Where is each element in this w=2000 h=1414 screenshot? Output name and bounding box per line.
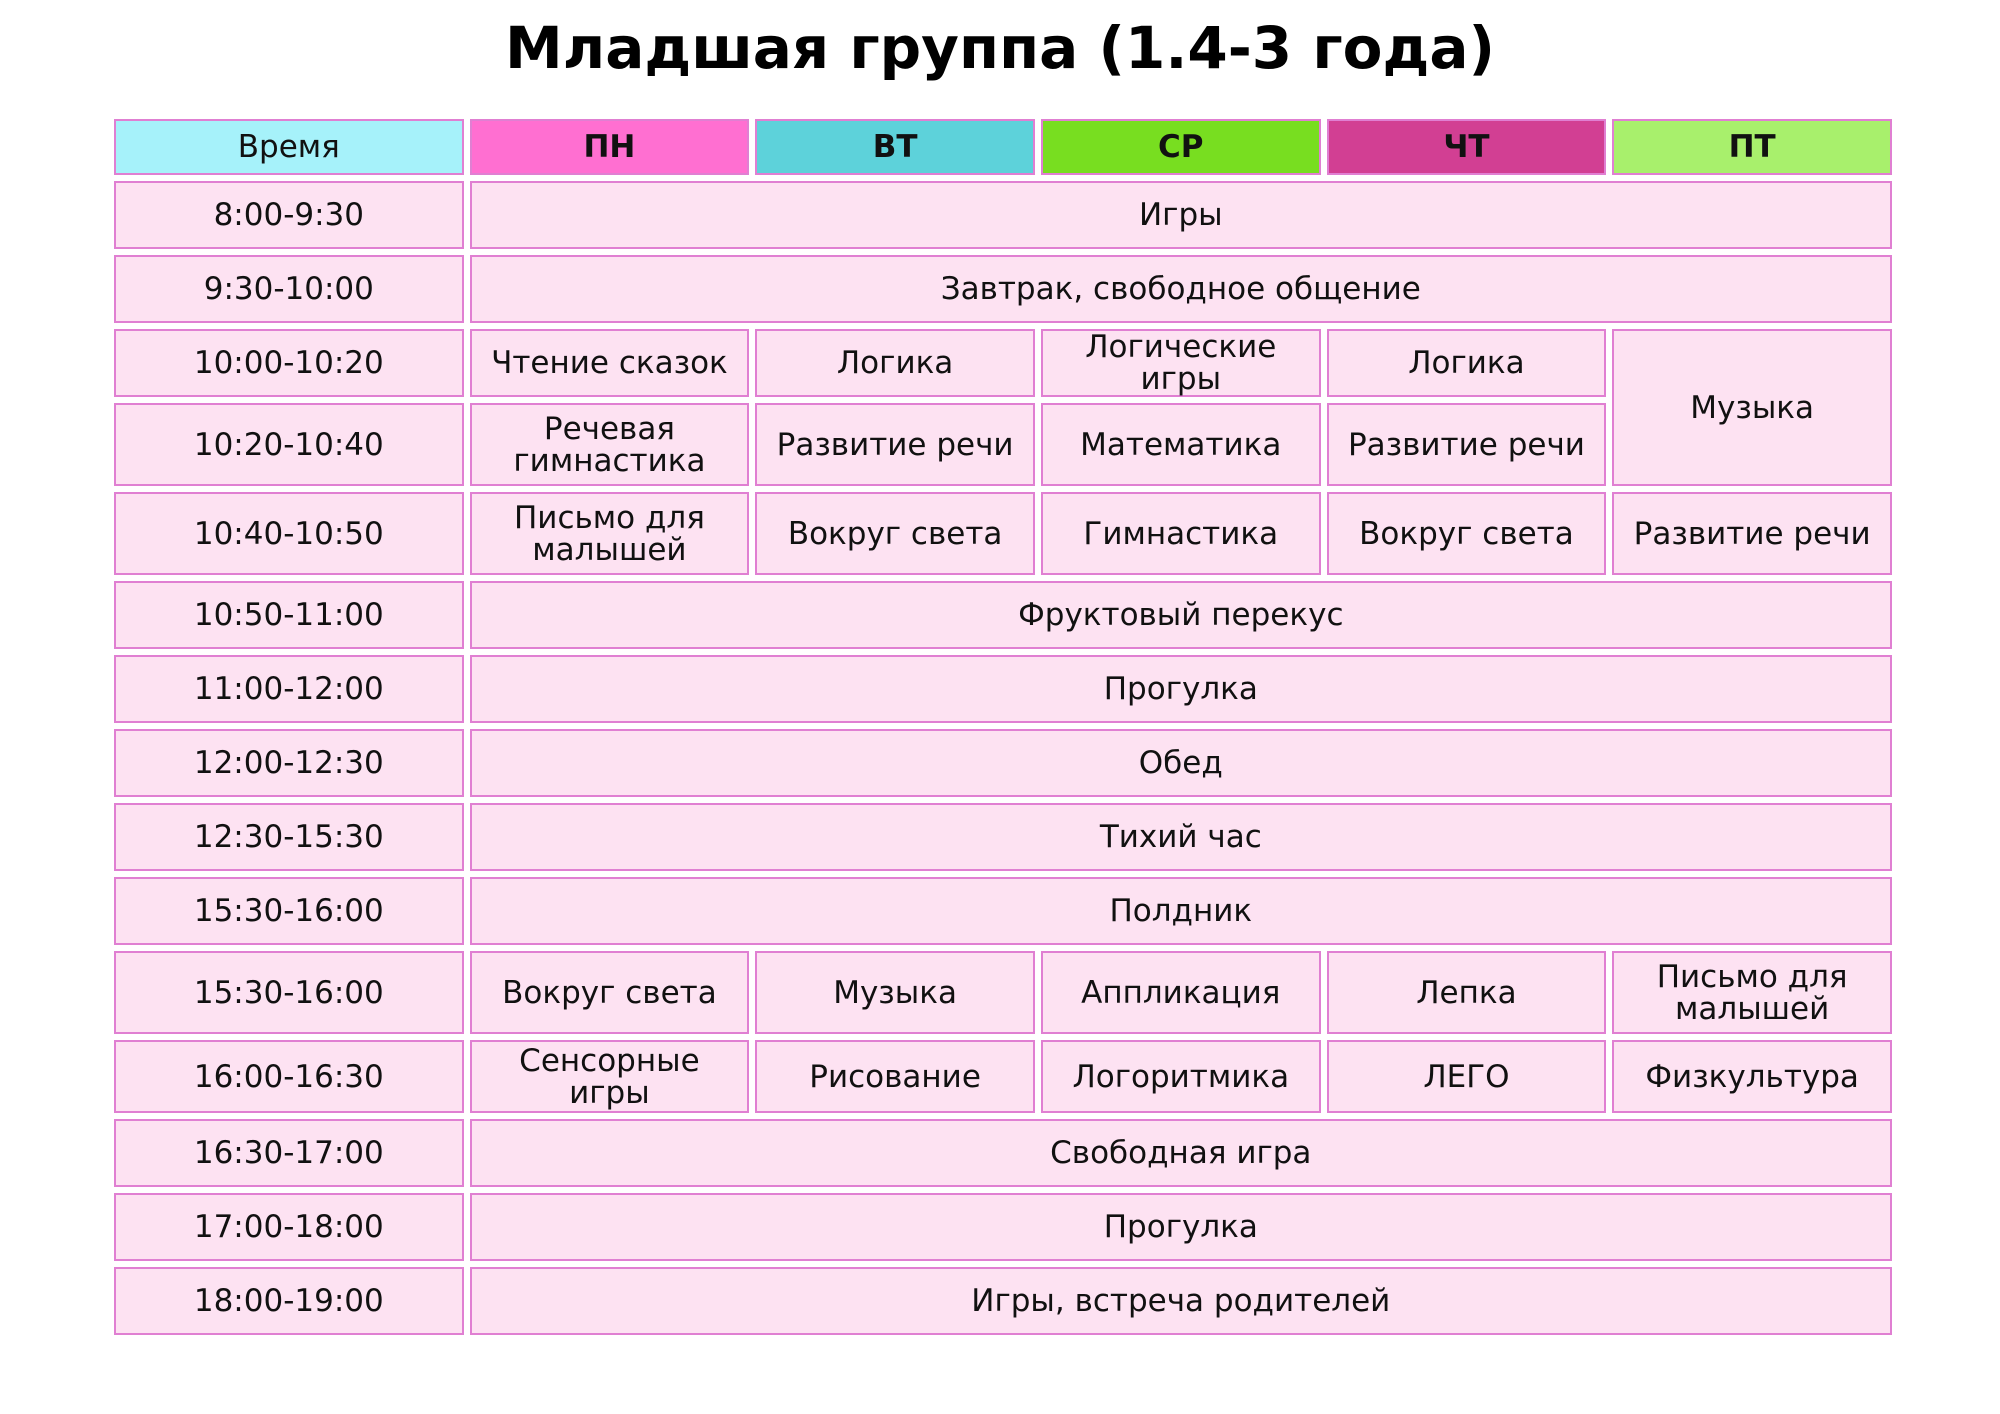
- time-cell: 15:30-16:00: [114, 877, 464, 945]
- header-row: [114, 119, 1892, 175]
- time-cell: 12:30-15:30: [114, 803, 464, 871]
- activity-cell: Логика: [755, 329, 1035, 397]
- activity-cell: Чтение сказок: [470, 329, 750, 397]
- activity-cell: Музыка: [755, 951, 1035, 1034]
- table-row: [114, 1267, 1892, 1335]
- header-day-mon: ПН: [470, 119, 750, 175]
- activity-cell: Вокруг света: [755, 492, 1035, 575]
- activity-cell: Физкультура: [1612, 1040, 1892, 1113]
- table-row: [114, 181, 1892, 249]
- activity-cell: Письмо для малышей: [470, 492, 750, 575]
- activity-cell: Прогулка: [470, 655, 1892, 723]
- time-cell: 15:30-16:00: [114, 951, 464, 1034]
- table-row: [114, 655, 1892, 723]
- header-day-tue: ВТ: [755, 119, 1035, 175]
- activity-cell: Сенсорные игры: [470, 1040, 750, 1113]
- activity-cell: Аппликация: [1041, 951, 1321, 1034]
- activity-cell: Лепка: [1327, 951, 1607, 1034]
- activity-cell: Логоритмика: [1041, 1040, 1321, 1113]
- table-row: [114, 877, 1892, 945]
- activity-cell: Обед: [470, 729, 1892, 797]
- activity-cell: Прогулка: [470, 1193, 1892, 1261]
- activity-cell: Развитие речи: [1612, 492, 1892, 575]
- table-row: [114, 729, 1892, 797]
- activity-cell: Игры: [470, 181, 1892, 249]
- activity-cell: Гимнастика: [1041, 492, 1321, 575]
- activity-cell: Математика: [1041, 403, 1321, 486]
- activity-cell: Письмо для малышей: [1612, 951, 1892, 1034]
- activity-cell: Свободная игра: [470, 1119, 1892, 1187]
- header-time: Время: [114, 119, 464, 175]
- table-row: [114, 1193, 1892, 1261]
- time-cell: 17:00-18:00: [114, 1193, 464, 1261]
- time-cell: 16:00-16:30: [114, 1040, 464, 1113]
- table-row: [114, 951, 1892, 1034]
- activity-cell: Развитие речи: [755, 403, 1035, 486]
- time-cell: 18:00-19:00: [114, 1267, 464, 1335]
- activity-cell: Логические игры: [1041, 329, 1321, 397]
- activity-cell: Фруктовый перекус: [470, 581, 1892, 649]
- table-row: [114, 255, 1892, 323]
- activity-cell: Музыка: [1612, 329, 1892, 486]
- activity-cell: Вокруг света: [1327, 492, 1607, 575]
- time-cell: 10:50-11:00: [114, 581, 464, 649]
- header-day-wed: СР: [1041, 119, 1321, 175]
- header-day-fri: ПТ: [1612, 119, 1892, 175]
- activity-cell: Игры, встреча родителей: [470, 1267, 1892, 1335]
- time-cell: 8:00-9:30: [114, 181, 464, 249]
- time-cell: 9:30-10:00: [114, 255, 464, 323]
- table-row: [114, 1119, 1892, 1187]
- activity-cell: Завтрак, свободное общение: [470, 255, 1892, 323]
- time-cell: 10:00-10:20: [114, 329, 464, 397]
- activity-cell: Полдник: [470, 877, 1892, 945]
- table-row: [114, 803, 1892, 871]
- activity-cell: Рисование: [755, 1040, 1035, 1113]
- header-day-thu: ЧТ: [1327, 119, 1607, 175]
- activity-cell: Речевая гимнастика: [470, 403, 750, 486]
- table-row: [114, 492, 1892, 575]
- activity-cell: Вокруг света: [470, 951, 750, 1034]
- table-row: [114, 581, 1892, 649]
- table-row: [114, 329, 1892, 397]
- time-cell: 10:40-10:50: [114, 492, 464, 575]
- time-cell: 11:00-12:00: [114, 655, 464, 723]
- time-cell: 12:00-12:30: [114, 729, 464, 797]
- time-cell: 10:20-10:40: [114, 403, 464, 486]
- activity-cell: Развитие речи: [1327, 403, 1607, 486]
- page-title: Младшая группа (1.4-3 года): [505, 14, 1495, 82]
- schedule-table: [108, 113, 1898, 1341]
- time-cell: 16:30-17:00: [114, 1119, 464, 1187]
- activity-cell: Логика: [1327, 329, 1607, 397]
- activity-cell: ЛЕГО: [1327, 1040, 1607, 1113]
- activity-cell: Тихий час: [470, 803, 1892, 871]
- table-row: [114, 1040, 1892, 1113]
